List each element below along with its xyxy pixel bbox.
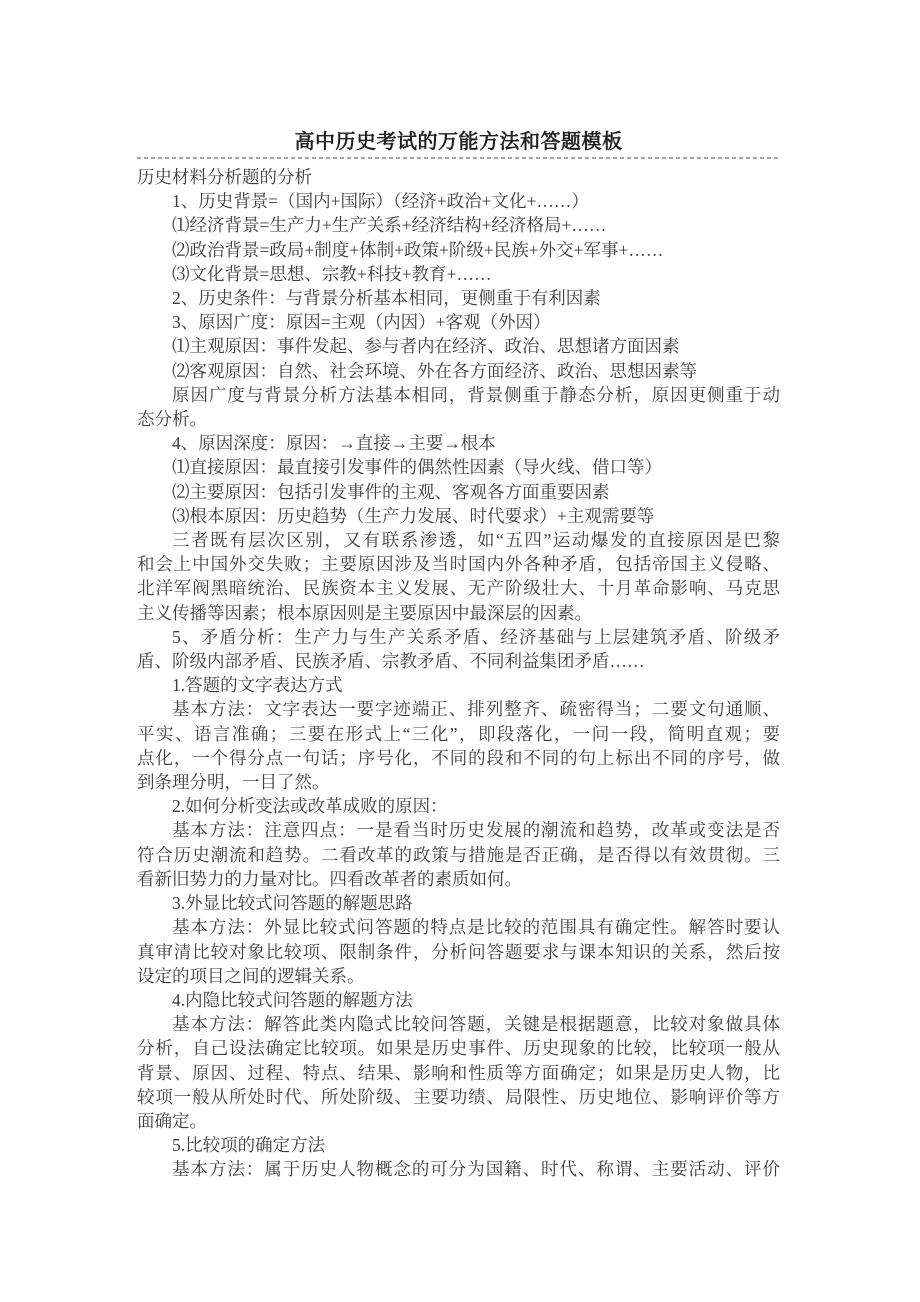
text-line: ⑶根本原因：历史趋势（生产力发展、时代要求）+主观需要等 [172, 505, 655, 526]
text-line: 盾、阶级内部矛盾、民族矛盾、宗教矛盾、不同利益集团矛盾…… [137, 651, 645, 672]
text-line: 1、历史背景=（国内+国际）（经济+政治+文化+……） [172, 191, 589, 212]
text-line: 到条理分明，一目了然。 [137, 772, 330, 793]
text-line: 基本方法：属于历史人物概念的可分为国籍、时代、称谓、主要活动、评价 [172, 1159, 780, 1180]
text-line: 基本方法：文字表达一要字迹端正、排列整齐、疏密得当；二要文句通顺、 [172, 699, 780, 720]
text-line: 5、矛盾分析：生产力与生产关系矛盾、经济基础与上层建筑矛盾、阶级矛 [172, 626, 780, 647]
text-line: 三者既有层次区别，又有联系渗透，如“五四”运动爆发的直接原因是巴黎 [172, 530, 780, 551]
text-line: 面确定。 [137, 1110, 207, 1131]
text-line: ⑴主观原因：事件发起、参与者内在经济、政治、思想诸方面因素 [172, 336, 680, 357]
text-line: 历史材料分析题的分析 [137, 167, 312, 187]
text-line: ⑴直接原因：最直接引发事件的偶然性因素（导火线、借口等） [172, 457, 662, 478]
dashed-divider [137, 157, 780, 159]
text-line: 原因广度与背景分析方法基本相同，背景侧重于静态分析，原因更侧重于动 [172, 384, 780, 405]
text-line: 基本方法：解答此类内隐式比较问答题，关键是根据题意，比较对象做具体 [172, 1014, 780, 1035]
text-line: 看新旧势力的力量对比。四看改革者的素质如何。 [137, 868, 522, 889]
text-line: 真审清比较对象比较项、限制条件，分析问答题要求与课本知识的关系，然后按 [137, 941, 780, 962]
text-line: 主义传播等因素；根本原因则是主要原因中最深层的因素。 [137, 602, 592, 623]
text-line: 4、原因深度：原因：→直接→主要→根本 [172, 433, 496, 454]
document-body [137, 165, 780, 1182]
text-line: 和会上中国外交失败；主要原因涉及当时国内外各种矛盾，包括帝国主义侵略、 [137, 554, 780, 575]
text-line: 4.内隐比较式问答题的解题方法 [172, 989, 413, 1010]
document-title: 高中历史考试的万能方法和答题模板 [294, 131, 623, 153]
text-line: ⑶文化背景=思想、宗教+科技+教育+…… [172, 263, 492, 284]
text-line: ⑵客观原因：自然、社会环境、外在各方面经济、政治、思想因素等 [172, 360, 697, 381]
text-line: 背景、原因、过程、特点、结果、影响和性质等方面确定；如果是历史人物，比 [137, 1062, 780, 1083]
text-line: 基本方法：注意四点：一是看当时历史发展的潮流和趋势，改革或变法是否 [172, 820, 780, 841]
text-line: 平实、语言准确；三要在形式上“三化”，即段落化，一问一段，简明直观；要 [137, 723, 780, 744]
text-line: 2.如何分析变法或改革成败的原因： [172, 796, 448, 817]
text-line: 较项一般从所处时代、所处阶级、主要功绩、局限性、历史地位、影响评价等方 [137, 1086, 780, 1107]
text-line: ⑵主要原因：包括引发事件的主观、客观各方面重要因素 [172, 481, 610, 502]
text-line: 态分析。 [137, 409, 207, 430]
text-line: 点化，一个得分点一句话；序号化，不同的段和不同的句上标出不同的序号，做 [137, 747, 780, 768]
text-line: 5.比较项的确定方法 [172, 1135, 326, 1156]
text-line: 设定的项目之间的逻辑关系。 [137, 965, 365, 986]
text-line: 分析，自己设法确定比较项。如果是历史事件、历史现象的比较，比较项一般从 [137, 1038, 780, 1059]
text-line: 1.答题的文字表达方式 [172, 675, 343, 696]
text-line: 基本方法：外显比较式问答题的特点是比较的范围具有确定性。解答时要认 [172, 917, 780, 938]
text-line: ⑵政治背景=政局+制度+体制+政策+阶级+民族+外交+军事+…… [172, 239, 664, 260]
text-line: 2、历史条件：与背景分析基本相同，更侧重于有利因素 [172, 288, 601, 309]
text-line: ⑴经济背景=生产力+生产关系+经济结构+经济格局+…… [172, 215, 607, 236]
text-line: 3.外显比较式问答题的解题思路 [172, 893, 413, 914]
text-line: 3、原因广度：原因=主观（内因）+客观（外因） [172, 312, 551, 333]
text-line: 符合历史潮流和趋势。二看改革的政策与措施是否正确，是否得以有效贯彻。三 [137, 844, 780, 865]
text-line: 北洋军阀黑暗统治、民族资本主义发展、无产阶级壮大、十月革命影响、马克思 [137, 578, 780, 599]
